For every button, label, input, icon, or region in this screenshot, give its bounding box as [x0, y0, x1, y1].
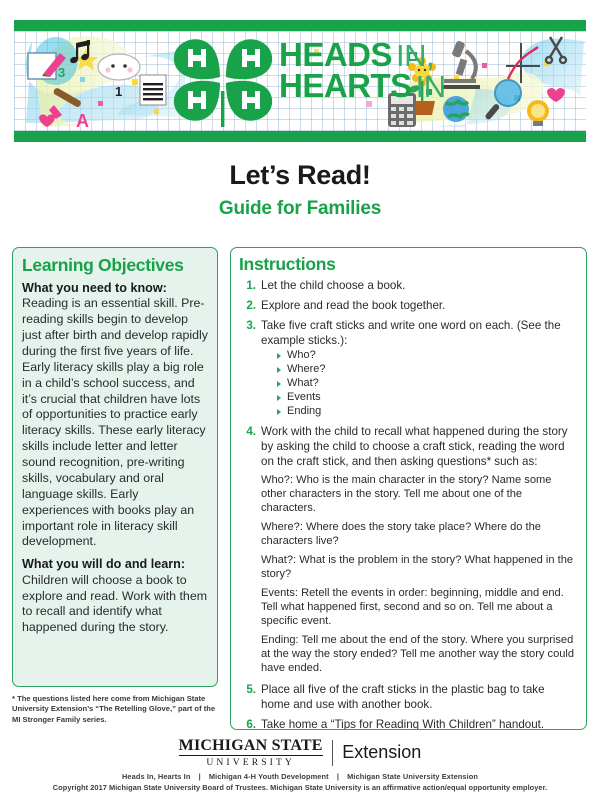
step-number: 5. — [246, 682, 256, 696]
wordmark-heads: HEADS — [279, 36, 393, 73]
number-1-icon: 1 — [115, 84, 123, 99]
credit-item: Michigan 4-H Youth Development — [208, 772, 329, 781]
page-subtitle: Guide for Families — [218, 198, 382, 219]
do-and-learn-block — [22, 557, 208, 636]
do-and-learn-label: What you will do and learn: — [22, 557, 186, 572]
credit-item: Heads In, Hearts In — [122, 772, 191, 781]
msu-university-lockup — [179, 738, 323, 768]
step-number: 6. — [246, 718, 256, 730]
question-prompt-where: Where?: Where does the story take place? Where do the characters live? — [261, 521, 541, 548]
letter-a-icon: A — [76, 111, 89, 131]
triangle-bullet-icon — [277, 395, 281, 401]
step-number: 4. — [246, 425, 256, 439]
list-item — [277, 405, 576, 419]
step-body — [261, 318, 576, 419]
credit-separator: | — [336, 772, 340, 781]
list-item — [277, 363, 576, 377]
need-to-know-label: What you need to know: — [22, 281, 167, 295]
page-title: Let’s Read! — [229, 160, 371, 190]
instruction-step — [239, 298, 576, 313]
step-number: 2. — [246, 299, 256, 313]
list-item — [277, 377, 576, 391]
step-text: Take five craft sticks and write one word on each. (See the example sticks.): — [261, 319, 561, 348]
msu-extension-label: Extension — [342, 742, 422, 763]
step-number: 1. — [246, 279, 256, 292]
instruction-step — [239, 424, 576, 676]
heart-icon — [547, 88, 565, 102]
cloud-face-icon — [98, 54, 140, 80]
step-text: Explore and read the book together. — [261, 299, 446, 313]
instruction-step — [239, 717, 576, 730]
heads-in-hearts-in-wordmark — [279, 36, 489, 104]
instructions-panel — [230, 247, 587, 730]
header-banner — [14, 20, 586, 142]
need-to-know-block — [22, 281, 208, 550]
credit-separator: | — [198, 772, 201, 781]
list-item — [277, 391, 576, 405]
triangle-bullet-icon — [277, 367, 281, 373]
msu-name: MICHIGAN STATE — [178, 737, 323, 754]
step-text: Work with the child to recall what happened during the story by asking the child to choose a craft stick, reading the word on the craft stick, and then asking questions* such as: — [261, 425, 568, 469]
list-item — [277, 349, 576, 363]
triangle-bullet-icon — [277, 409, 281, 415]
triangle-bullet-icon — [277, 353, 281, 359]
list-item-label: What? — [287, 377, 319, 390]
step-text: Let the child choose a book. — [261, 279, 406, 292]
footnote: * The questions listed here come from Michigan State University Extension’s “The Retelling Glove,” part of the MI Stronger Family series. — [12, 694, 216, 724]
wordmark-hearts: HEARTS — [279, 66, 412, 104]
instructions-heading: Instructions — [239, 254, 336, 274]
four-leaf-clover-icon — [164, 31, 284, 131]
list-item-label: Ending — [287, 405, 322, 418]
question-prompt-ending: Ending: Tell me about the end of the story. Where you surprised at the way the story ended? Tell me another way the story could have ended. — [261, 633, 575, 674]
number-3-icon: 3 — [58, 65, 66, 80]
list-item-label: Who? — [287, 349, 316, 362]
question-prompt-events: Events: Retell the events in order: beginning, middle and end. Tell what happened first, second and so on. Tell me about a specific event. — [261, 587, 564, 627]
step-body — [261, 424, 576, 676]
question-prompt-who: Who?: Who is the main character in the story? Name some other characters in the story. Tell me about one of the characters. — [261, 474, 552, 515]
list-item-label: Where? — [287, 363, 326, 376]
learning-objectives-panel — [12, 247, 218, 687]
lightbulb-icon — [527, 100, 549, 126]
banner-top-bar — [14, 20, 586, 31]
step-text: Place all five of the craft sticks in the plastic bag to take home and use with another book. — [261, 682, 545, 711]
footer-credits — [0, 772, 600, 781]
learning-objectives-heading: Learning Objectives — [22, 255, 184, 275]
step-text: Take home a “Tips for Reading With Children” handout. — [261, 718, 545, 730]
instruction-step — [239, 682, 576, 712]
step-number: 3. — [246, 319, 256, 333]
msu-university-label: UNIVERSITY — [206, 757, 295, 768]
need-to-know-body: Reading is an essential skill. Pre-reading skills begin to develop just after birth and develop rapidly during the first five years of life. Early literacy skills play a big role in a child’s school success, and it’s crucial that children have lots of opportunities to practice early literacy skills. These early literacy skills include letter and letter sound recognition, pre-writing skills, vocabulary and oral language skills. Early experiences with books play an important role in literacy skill development. — [22, 296, 208, 549]
footer-copyright: Copyright 2017 Michigan State University Board of Trustees. Michigan State University is an affirmative action/equal opportunity employer. — [52, 783, 548, 792]
question-prompt-what: What?: What is the problem in the story? What happened in the story? — [261, 554, 574, 581]
instruction-step — [239, 278, 576, 293]
wordmark-in-1: IN, — [395, 38, 435, 73]
list-item-label: Events — [287, 391, 321, 404]
craft-stick-word-list — [261, 349, 576, 419]
instruction-step — [239, 318, 576, 419]
msu-extension-logo — [0, 738, 600, 768]
triangle-bullet-icon — [277, 381, 281, 387]
credit-item: Michigan State University Extension — [347, 772, 478, 781]
do-and-learn-body: Children will choose a book to explore and read. Work with them to recall and identify what happened during the story. — [22, 572, 208, 635]
logo-divider — [332, 740, 334, 766]
wordmark-in-2: IN — [415, 68, 446, 104]
banner-bottom-bar — [14, 131, 586, 142]
lined-paper-icon — [140, 75, 166, 105]
4h-clover-logo — [164, 31, 284, 131]
